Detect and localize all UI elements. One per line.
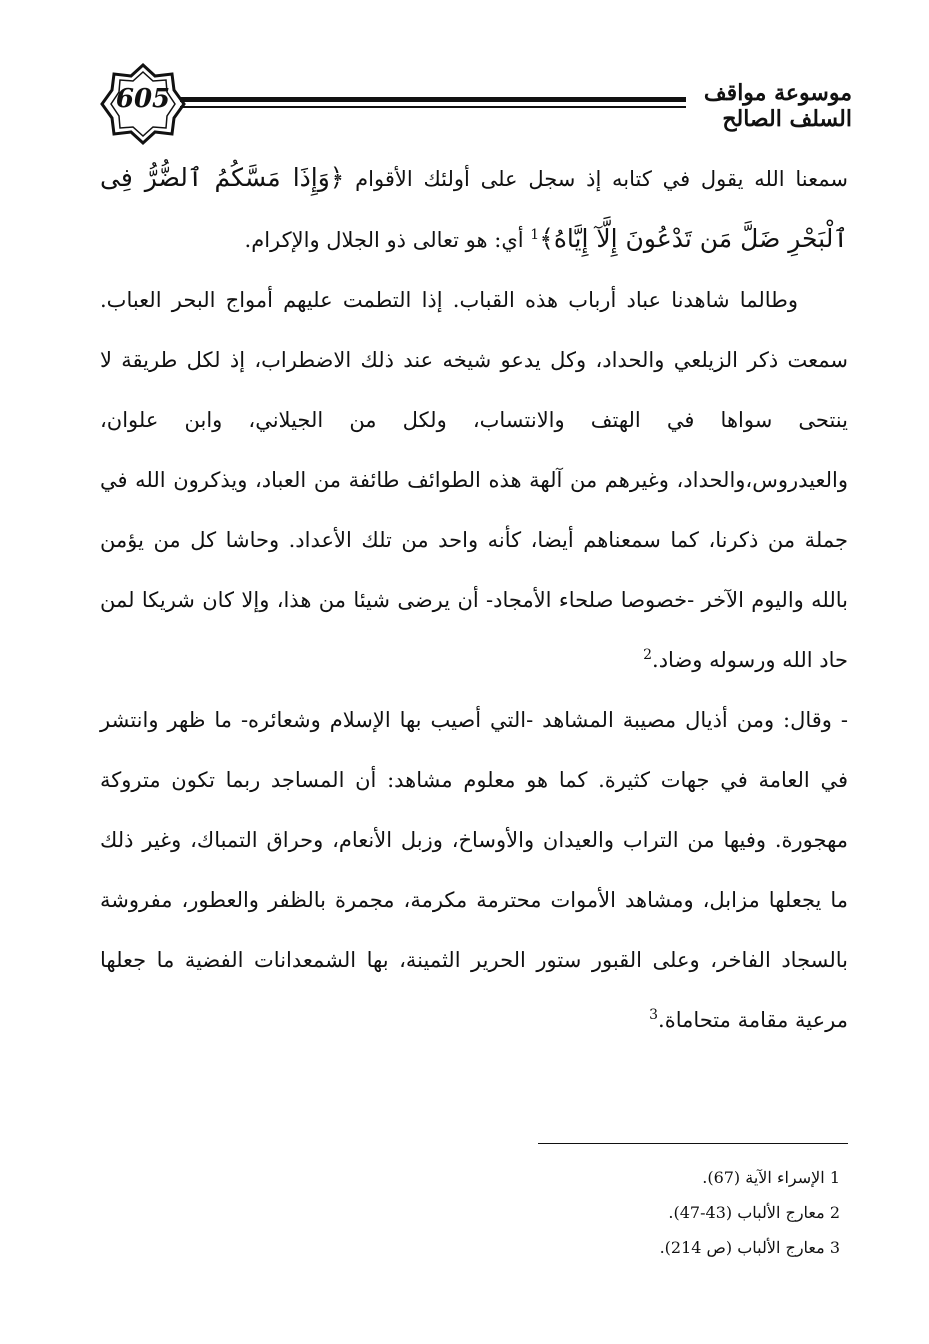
paragraph-1-text-b: أي: هو تعالى ذو الجلال والإكرام.	[244, 228, 531, 252]
footnote-number: 1	[829, 1168, 840, 1187]
footnote-text: الإسراء الآية (67).	[702, 1168, 825, 1187]
page-number: 605	[115, 84, 171, 114]
header-rule-thin	[180, 106, 686, 108]
paragraph-2-text: وطالما شاهدنا عباد أرباب هذه القباب. إذا التطمت عليهم أمواج البحر العباب. سمعت ذكر الزيلعي والحداد، وكل يدعو شيخه عند ذلك الاضطراب، إذ لكل طريقة لا ينتحى سواها في الهتف والانتساب، ولكل من الجيلاني، وابن علوان، والعيدروس،والحداد، وغيرهم من آلهة هذه الطوائف طائفة من العباد، ويذكرون الله في جملة من ذكرنا، كما سمعناهم أيضا، كأنه واحد من تلك الأعداد. وحاشا كل من يؤمن بالله واليوم الآخر -خصوصا صلحاء الأمجاد- أن يرضى شيئا من هذا، وإلا كان شريكا لمن حاد الله ورسوله وضاد.	[100, 288, 848, 672]
footnote-ref-1: 1	[530, 227, 540, 243]
page-header	[100, 62, 852, 146]
footnote-ref-3: 3	[649, 1007, 659, 1023]
footnote-text: معارج الألباب (43-47).	[668, 1203, 825, 1222]
quran-verse: ﴿وَإِذَا مَسَّكُمُ ٱلضُّرُّ فِى ٱلْبَحْرِ ضَلَّ مَن تَدْعُونَ إِلَّآ إِيَّاهُ﴾	[100, 163, 848, 253]
footnote-ref-2: 2	[643, 647, 653, 663]
footnotes	[540, 1160, 840, 1265]
footnote-number: 2	[829, 1203, 840, 1222]
paragraph-3	[100, 690, 848, 1050]
series-title: موسوعة مواقف السلف الصالح	[703, 80, 852, 132]
paragraph-1-text-a: سمعنا الله يقول في كتابه إذ سجل على أولئك الأقوام	[344, 167, 848, 191]
paragraph-3-text: - وقال: ومن أذيال مصيبة المشاهد -التي أصيب بها الإسلام وشعائره- ما ظهر وانتشر في العامة في جهات كثيرة. كما هو معلوم مشاهد: أن المساجد ربما تكون متروكة مهجورة. وفيها من التراب والعيدان والأوساخ، وزبل الأنعام، وحراق التمباك، وغير ذلك ما يجعلها مزابل، ومشاهد الأموات محترمة مكرمة، مجمرة بالظفر والعطور، مفروشة بالسجاد الفاخر، وعلى القبور ستور الحرير الثمينة، بها الشمعدانات الفضية ما جعلها مرعية مقامة متحاماة.	[100, 708, 848, 1032]
footnote-3	[540, 1230, 840, 1265]
footnote-text: معارج الألباب (ص 214).	[659, 1238, 825, 1257]
footnote-number: 3	[829, 1238, 840, 1257]
footnote-2	[540, 1195, 840, 1230]
footnote-separator	[538, 1143, 848, 1144]
paragraph-1	[100, 148, 848, 270]
header-rule-thick	[180, 97, 686, 102]
paragraph-2	[100, 270, 848, 690]
footnote-1	[540, 1160, 840, 1195]
page-number-badge	[100, 62, 186, 146]
body-text	[100, 148, 848, 1050]
